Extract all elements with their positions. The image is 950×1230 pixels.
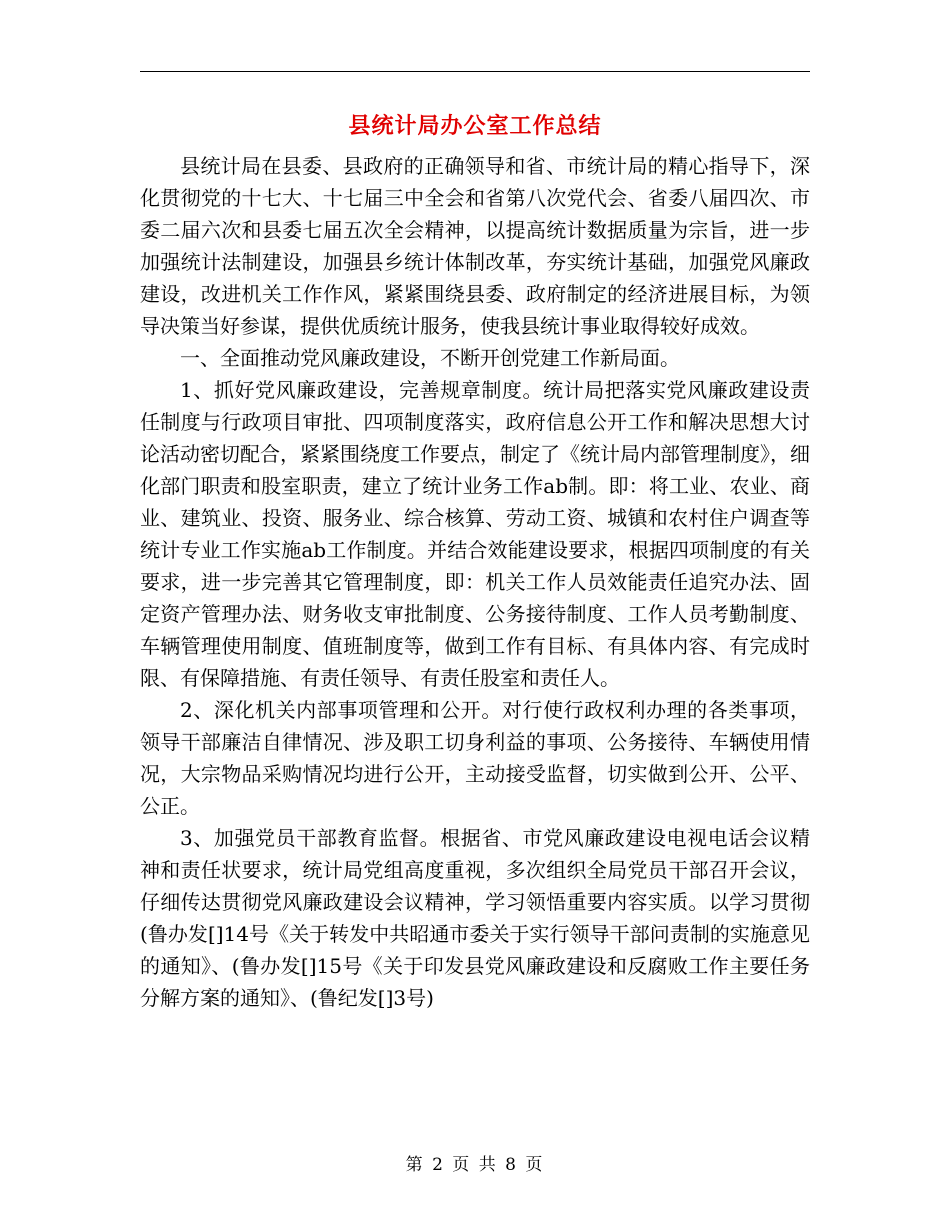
page-number-footer: 第 2 页 共 8 页 [405,1155,545,1175]
paragraph-item-3: 3、加强党员干部教育监督。根据省、市党风廉政建设电视电话会议精神和责任状要求，统计局党组高度重视，多次组织全局党员干部召开会议，仔细传达贯彻党风廉政建设会议精神，学习领悟重要内容实质。以学习贯彻(鲁办发[]14号《关于转发中共昭通市委关于实行领导干部问责制的实施意见的通知》、(鲁办发[]15号《关于印发县党风廉政建设和反腐败工作主要任务分解方案的通知》、(鲁纪发[]3号) [140,826,810,1010]
document-body [140,150,810,1014]
section-heading-1: 一、全面推动党风廉政建设，不断开创党建工作新局面。 [180,346,680,370]
paragraph-item-2: 2、深化机关内部事项管理和公开。对行使行政权利办理的各类事项，领导干部廉洁自律情况、涉及职工切身利益的事项、公务接待、车辆使用情况，大宗物品采购情况均进行公开，主动接受监督，切实做到公开、公平、公正。 [140,698,810,818]
header-rule [140,71,810,72]
paragraph-intro: 县统计局在县委、县政府的正确领导和省、市统计局的精心指导下，深化贯彻党的十七大、十七届三中全会和省第八次党代会、省委八届四次、市委二届六次和县委七届五次全会精神，以提高统计数据质量为宗旨，进一步加强统计法制建设，加强县乡统计体制改革，夯实统计基础，加强党风廉政建设，改进机关工作作风，紧紧围绕县委、政府制定的经济进展目标，为领导决策当好参谋，提供优质统计服务，使我县统计事业取得较好成效。 [140,154,810,338]
document-title: 县统计局办公室工作总结 [348,113,602,139]
paragraph-item-1: 1、抓好党风廉政建设，完善规章制度。统计局把落实党风廉政建设责任制度与行政项目审批、四项制度落实，政府信息公开工作和解决思想大讨论活动密切配合，紧紧围绕度工作要点，制定了《统计局内部管理制度》，细化部门职责和股室职责，建立了统计业务工作ab制。即：将工业、农业、商业、建筑业、投资、服务业、综合核算、劳动工资、城镇和农村住户调查等统计专业工作实施ab工作制度。并结合效能建设要求，根据四项制度的有关要求，进一步完善其它管理制度，即：机关工作人员效能责任追究办法、固定资产管理办法、财务收支审批制度、公务接待制度、工作人员考勤制度、车辆管理使用制度、值班制度等，做到工作有目标、有具体内容、有完成时限、有保障措施、有责任领导、有责任股室和责任人。 [140,378,810,690]
